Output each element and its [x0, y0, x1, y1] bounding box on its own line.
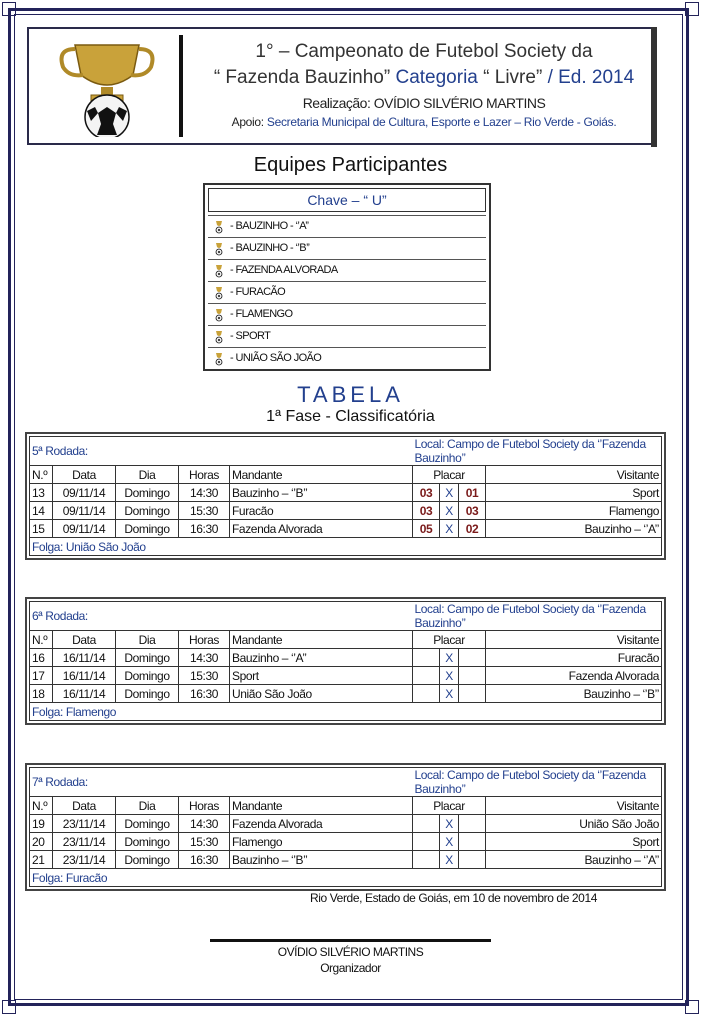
match-number: 17: [30, 667, 53, 685]
corner-ornament: [2, 2, 16, 16]
home-team: Flamengo: [230, 833, 413, 851]
match-day: Domingo: [116, 649, 179, 667]
away-score: [459, 833, 486, 851]
match-day: Domingo: [116, 502, 179, 520]
away-score: [459, 815, 486, 833]
match-day: Domingo: [116, 685, 179, 703]
away-team: União São João: [486, 815, 662, 833]
match-number: 19: [30, 815, 53, 833]
col-dia: Dia: [116, 797, 179, 815]
col-horas: Horas: [179, 797, 230, 815]
round-title: 6ª Rodada:: [30, 602, 413, 631]
team-name: - BAUZINHO - ‘’A’’: [230, 220, 309, 232]
home-score: 03: [413, 484, 440, 502]
col-placar: Placar: [413, 797, 486, 815]
away-team: Flamengo: [486, 502, 662, 520]
score-separator: X: [440, 685, 459, 703]
match-time: 15:30: [179, 502, 230, 520]
team-list-item: [208, 303, 486, 325]
away-team: Bauzinho – ‘’A’’: [486, 851, 662, 869]
match-number: 15: [30, 520, 53, 538]
home-score: [413, 685, 440, 703]
match-day: Domingo: [116, 815, 179, 833]
team-name: - BAUZINHO - ‘’B’’: [230, 242, 310, 254]
match-number: 16: [30, 649, 53, 667]
score-separator: X: [440, 851, 459, 869]
corner-ornament: [685, 1000, 699, 1014]
score-separator: X: [440, 667, 459, 685]
home-score: [413, 851, 440, 869]
match-row: [30, 851, 662, 869]
away-team: Furacão: [486, 649, 662, 667]
trophy-icon: [212, 264, 226, 278]
match-date: 09/11/14: [53, 484, 116, 502]
home-team: Furacão: [230, 502, 413, 520]
score-separator: X: [440, 520, 459, 538]
corner-ornament: [685, 2, 699, 16]
team-name: - FLAMENGO: [230, 308, 293, 320]
header-organizer: Realização: OVÍDIO SILVÉRIO MARTINS: [302, 95, 546, 111]
col-dia: Dia: [116, 631, 179, 649]
match-date: 23/11/14: [53, 815, 116, 833]
home-team: Sport: [230, 667, 413, 685]
team-list-item: [208, 325, 486, 347]
col-visitante: Visitante: [486, 797, 662, 815]
match-time: 14:30: [179, 649, 230, 667]
signature-line: [210, 939, 491, 942]
home-team: União São João: [230, 685, 413, 703]
trophy-icon: [212, 220, 226, 234]
away-score: [459, 851, 486, 869]
trophy-icon: [212, 352, 226, 366]
score-separator: X: [440, 502, 459, 520]
match-number: 21: [30, 851, 53, 869]
away-score: 03: [459, 502, 486, 520]
tabela-title: TABELA: [297, 382, 404, 407]
col-dia: Dia: [116, 466, 179, 484]
col-data: Data: [53, 466, 116, 484]
home-score: [413, 815, 440, 833]
home-team: Fazenda Alvorada: [230, 815, 413, 833]
match-time: 15:30: [179, 833, 230, 851]
signature-role: Organizador: [320, 961, 381, 975]
match-date: 16/11/14: [53, 667, 116, 685]
away-team: Bauzinho – ‘’A’’: [486, 520, 662, 538]
score-separator: X: [440, 833, 459, 851]
col-num: N.º: [30, 797, 53, 815]
footer-date: Rio Verde, Estado de Goiás, em 10 de novembro de 2014: [310, 891, 597, 905]
match-time: 16:30: [179, 685, 230, 703]
match-date: 23/11/14: [53, 833, 116, 851]
home-score: [413, 667, 440, 685]
col-visitante: Visitante: [486, 631, 662, 649]
round-table: [25, 763, 666, 891]
score-separator: X: [440, 649, 459, 667]
match-day: Domingo: [116, 851, 179, 869]
score-separator: X: [440, 815, 459, 833]
match-date: 09/11/14: [53, 520, 116, 538]
trophy-ball-logo: [35, 35, 183, 137]
team-list-item: [208, 347, 486, 369]
round-table: [25, 597, 666, 725]
team-name: - SPORT: [230, 330, 271, 342]
col-placar: Placar: [413, 466, 486, 484]
match-date: 16/11/14: [53, 649, 116, 667]
trophy-icon: [212, 286, 226, 300]
match-date: 16/11/14: [53, 685, 116, 703]
col-visitante: Visitante: [486, 466, 662, 484]
chave-title: Chave – “ U”: [208, 188, 486, 212]
match-row: [30, 520, 662, 538]
away-team: Bauzinho – ‘’B’’: [486, 685, 662, 703]
home-score: 05: [413, 520, 440, 538]
col-horas: Horas: [179, 466, 230, 484]
col-mandante: Mandante: [230, 466, 413, 484]
trophy-icon: [212, 308, 226, 322]
match-time: 14:30: [179, 815, 230, 833]
score-separator: X: [440, 484, 459, 502]
col-data: Data: [53, 797, 116, 815]
header-line-1: 1° – Campeonato de Futebol Society da: [255, 41, 593, 62]
home-team: Bauzinho – ‘’A’’: [230, 649, 413, 667]
home-score: 03: [413, 502, 440, 520]
home-score: [413, 649, 440, 667]
away-score: 01: [459, 484, 486, 502]
match-date: 23/11/14: [53, 851, 116, 869]
signature-name: OVÍDIO SILVÉRIO MARTINS: [277, 945, 424, 959]
col-num: N.º: [30, 631, 53, 649]
round-title: 5ª Rodada:: [30, 437, 413, 466]
team-list-item: [208, 237, 486, 259]
match-day: Domingo: [116, 833, 179, 851]
match-number: 18: [30, 685, 53, 703]
match-row: [30, 685, 662, 703]
match-date: 09/11/14: [53, 502, 116, 520]
col-horas: Horas: [179, 631, 230, 649]
team-name: - UNIÃO SÃO JOÃO: [230, 352, 322, 364]
away-score: [459, 685, 486, 703]
header-shadow: [651, 27, 657, 147]
trophy-icon: [212, 242, 226, 256]
team-list-item: [208, 281, 486, 303]
chave-box: [203, 183, 491, 371]
match-number: 13: [30, 484, 53, 502]
away-score: 02: [459, 520, 486, 538]
away-team: Sport: [486, 833, 662, 851]
round-local: Local: Campo de Futebol Society da ‘’Fazenda Bauzinho’’: [413, 437, 662, 466]
match-row: [30, 833, 662, 851]
match-day: Domingo: [116, 484, 179, 502]
equipes-title: Equipes Participantes: [253, 154, 448, 176]
corner-ornament: [2, 1000, 16, 1014]
col-num: N.º: [30, 466, 53, 484]
header-banner: [27, 27, 657, 145]
folga-label: Folga: Furacão: [30, 869, 662, 887]
fase-title: 1ª Fase - Classificatória: [266, 408, 435, 425]
folga-label: Folga: União São João: [30, 538, 662, 556]
match-row: [30, 484, 662, 502]
folga-label: Folga: Flamengo: [30, 703, 662, 721]
trophy-icon: [212, 330, 226, 344]
team-name: - FAZENDA ALVORADA: [230, 264, 338, 276]
round-local: Local: Campo de Futebol Society da ‘’Fazenda Bauzinho’’: [413, 768, 662, 797]
round-table: [25, 432, 666, 560]
match-day: Domingo: [116, 520, 179, 538]
away-score: [459, 667, 486, 685]
header-support: Apoio: Secretaria Municipal de Cultura, Esporte e Lazer – Rio Verde - Goiás.: [231, 115, 617, 129]
match-row: [30, 667, 662, 685]
col-placar: Placar: [413, 631, 486, 649]
match-row: [30, 502, 662, 520]
match-time: 14:30: [179, 484, 230, 502]
col-mandante: Mandante: [230, 631, 413, 649]
match-number: 14: [30, 502, 53, 520]
away-score: [459, 649, 486, 667]
round-local: Local: Campo de Futebol Society da ‘’Fazenda Bauzinho’’: [413, 602, 662, 631]
match-number: 20: [30, 833, 53, 851]
match-time: 16:30: [179, 520, 230, 538]
team-list-item: [208, 259, 486, 281]
col-data: Data: [53, 631, 116, 649]
header-line-2: “ Fazenda Bauzinho” Categoria “ Livre” / Ed. 2014: [213, 67, 635, 88]
round-title: 7ª Rodada:: [30, 768, 413, 797]
match-row: [30, 649, 662, 667]
col-mandante: Mandante: [230, 797, 413, 815]
match-time: 15:30: [179, 667, 230, 685]
match-row: [30, 815, 662, 833]
home-team: Bauzinho – ‘’B’’: [230, 851, 413, 869]
team-name: - FURACÃO: [230, 286, 286, 298]
away-team: Fazenda Alvorada: [486, 667, 662, 685]
home-team: Bauzinho – ‘’B’’: [230, 484, 413, 502]
match-time: 16:30: [179, 851, 230, 869]
away-team: Sport: [486, 484, 662, 502]
team-list-item: [208, 215, 486, 237]
home-team: Fazenda Alvorada: [230, 520, 413, 538]
match-day: Domingo: [116, 667, 179, 685]
home-score: [413, 833, 440, 851]
